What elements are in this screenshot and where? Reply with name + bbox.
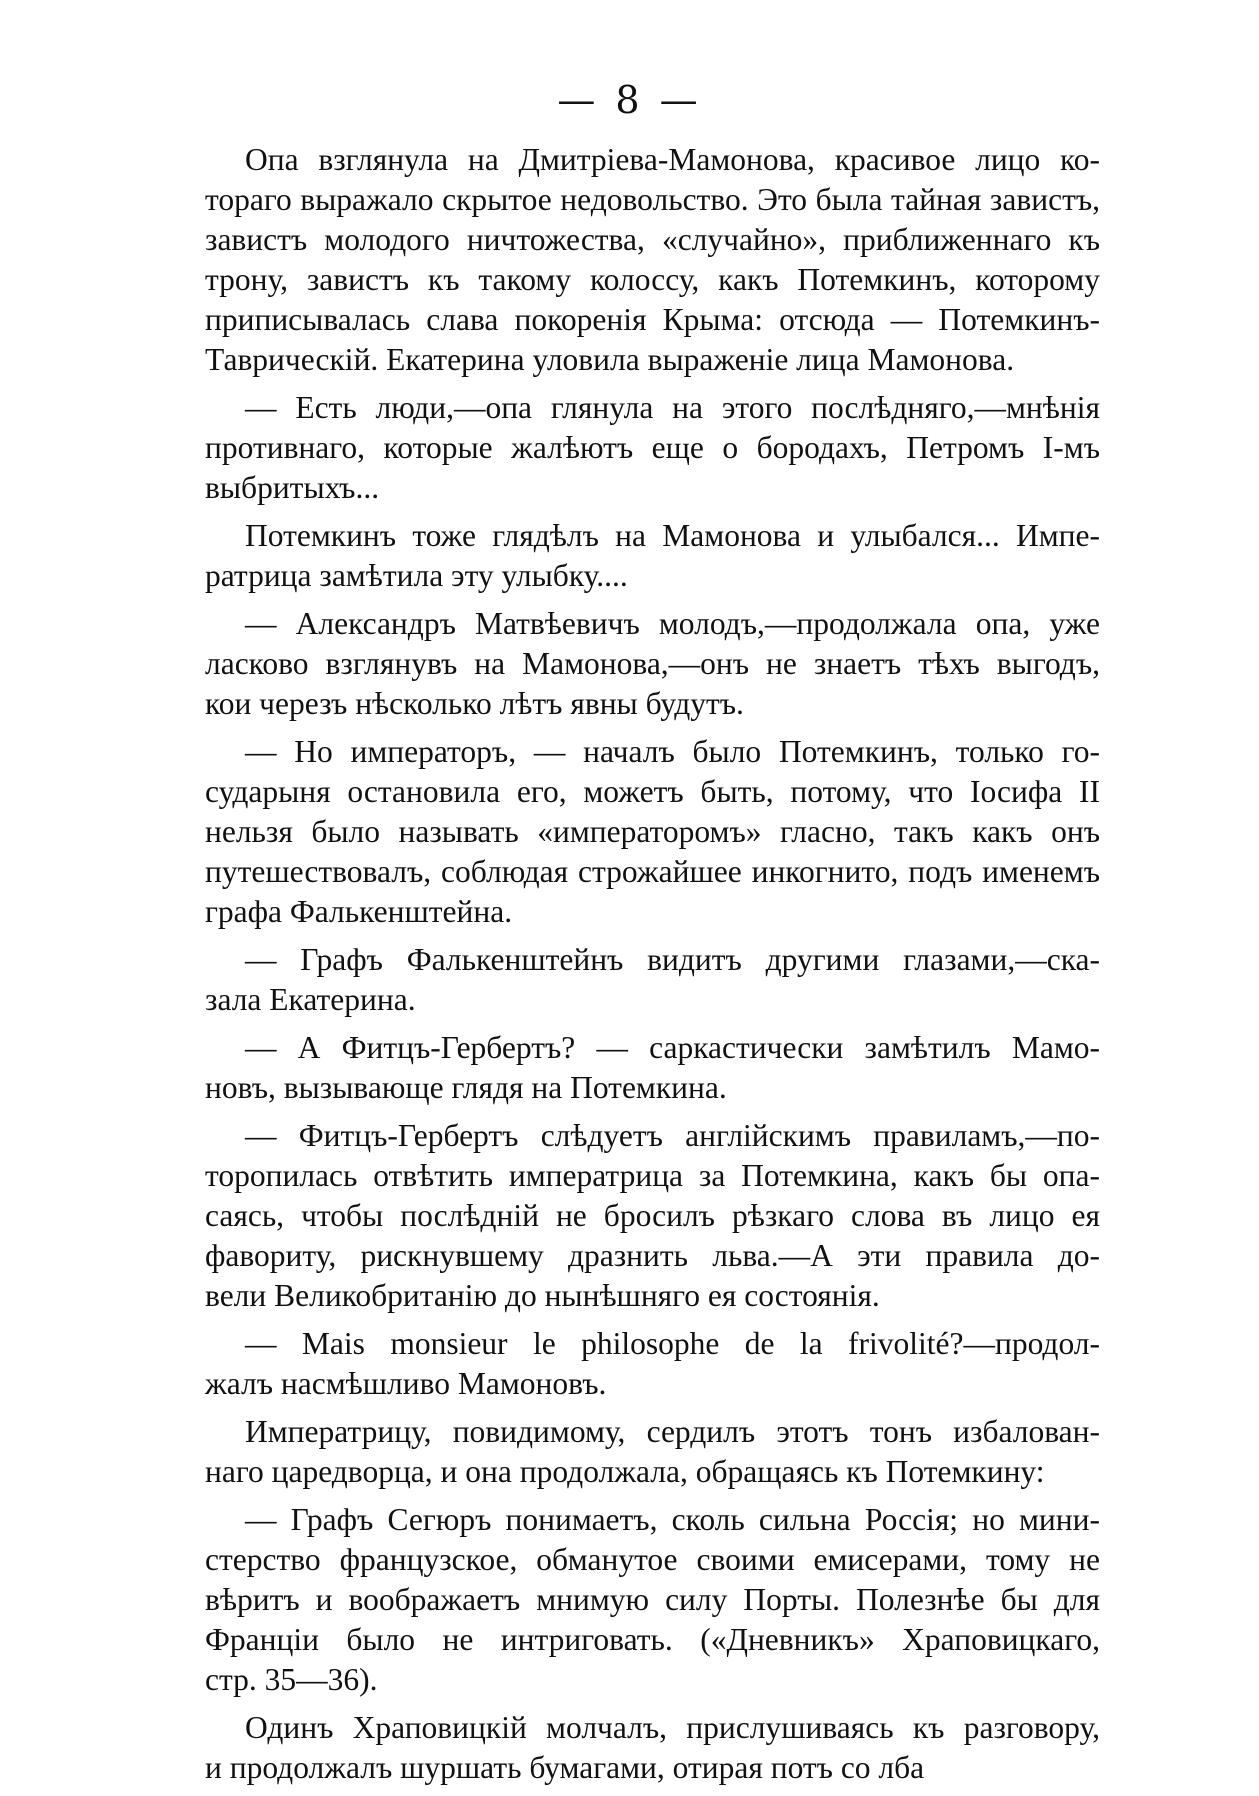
text-line: путешествовалъ, соблюдая строжайшее инкогнито, подъ именемъ xyxy=(205,854,1100,889)
text-line: противнаго, которые жалѣютъ еще о бородахъ, Петромъ І-мъ xyxy=(205,430,1100,465)
text-line: Одинъ Храповицкій молчалъ, прислушиваясь къ разговору, xyxy=(245,1710,1100,1745)
text-line: — Александръ Матвѣевичъ молодъ,—продолжала опа, уже xyxy=(245,606,1100,641)
text-line: графа Фалькенштейна. xyxy=(205,894,513,929)
text-line: зала Екатерина. xyxy=(205,982,416,1017)
text-line: ратрица замѣтила эту улыбку.... xyxy=(205,558,628,593)
text-line: фавориту, рискнувшему дразнить льва.—А эти правила до- xyxy=(205,1238,1100,1273)
text-line: Франціи было не интриговать. («Дневникъ» Храповицкаго, xyxy=(205,1622,1100,1657)
paragraph xyxy=(205,1116,1100,1316)
text-line: сударыня остановила его, можетъ быть, потому, что Іосифа II xyxy=(205,774,1100,809)
text-line: саясь, чтобы послѣдній не бросилъ рѣзкаго слова въ лицо ея xyxy=(205,1198,1100,1233)
text-line: приписывалась слава покоренія Крыма: отсюда — Потемкинъ- xyxy=(205,302,1100,337)
text-line: стр. 35—36). xyxy=(205,1662,378,1697)
text-line: — А Фитцъ-Гербертъ? — саркастически замѣтилъ Мамо- xyxy=(245,1030,1100,1065)
body-text xyxy=(205,140,1100,1796)
text-line: — Но императоръ, — началъ было Потемкинъ, только го- xyxy=(245,734,1100,769)
paragraph xyxy=(205,940,1100,1020)
paragraph xyxy=(205,388,1100,508)
text-line: наго царедворца, и она продолжала, обращаясь къ Потемкину: xyxy=(205,1454,1045,1489)
text-line: торопилась отвѣтить императрица за Потемкина, какъ бы опа- xyxy=(205,1158,1100,1193)
text-line: кои черезъ нѣсколько лѣтъ явны будутъ. xyxy=(205,686,744,721)
page-number: — 8 — xyxy=(557,78,702,122)
paragraph xyxy=(205,1412,1100,1492)
paragraph xyxy=(205,1324,1100,1404)
text-line: Таврическій. Екатерина уловила выраженіе лица Мамонова. xyxy=(205,342,1015,377)
text-line: трону, завистъ къ такому колоссу, какъ Потемкинъ, которому xyxy=(205,262,1100,297)
text-line: Императрицу, повидимому, сердилъ этотъ тонъ избалован- xyxy=(245,1414,1100,1449)
text-line: завистъ молодого ничтожества, «случайно», приближеннаго къ xyxy=(205,222,1100,257)
paragraph xyxy=(205,1500,1100,1700)
text-line: вѣритъ и воображаетъ мнимую силу Порты. Полезнѣе бы для xyxy=(205,1582,1100,1617)
text-line: ласково взглянувъ на Мамонова,—онъ не знаетъ тѣхъ выгодъ, xyxy=(205,646,1100,681)
text-line: Потемкинъ тоже глядѣлъ на Мамонова и улыбался... Импе- xyxy=(245,518,1100,553)
text-line: выбритыхъ... xyxy=(205,470,380,505)
text-line: жалъ насмѣшливо Мамоновъ. xyxy=(205,1366,607,1401)
text-line: нельзя было называть «императоромъ» гласно, такъ какъ онъ xyxy=(205,814,1100,849)
text-line: и продолжалъ шуршать бумагами, отирая потъ со лба xyxy=(205,1750,925,1785)
paragraph xyxy=(205,1028,1100,1108)
text-line: тораго выражало скрытое недовольство. Это была тайная завистъ, xyxy=(205,182,1100,217)
paragraph xyxy=(205,604,1100,724)
paragraph xyxy=(205,140,1100,380)
text-line: стерство французское, обманутое своими емисерами, тому не xyxy=(205,1542,1100,1577)
paragraph xyxy=(205,1708,1100,1788)
text-line: новъ, вызывающе глядя на Потемкина. xyxy=(205,1070,727,1105)
text-line: Опа взглянула на Дмитріева-Мамонова, красивое лицо ко- xyxy=(245,142,1100,177)
text-line: — Есть люди,—опа глянула на этого послѣдняго,—мнѣнія xyxy=(245,390,1100,425)
paragraph xyxy=(205,732,1100,932)
text-line: — Графъ Сегюръ понимаетъ, сколь сильна Россія; но мини- xyxy=(245,1502,1100,1537)
text-line: — Графъ Фалькенштейнъ видитъ другими глазами,—ска- xyxy=(245,942,1100,977)
text-line: — Mais monsieur le philosophe de la frivolité?—продол- xyxy=(245,1326,1100,1361)
paragraph xyxy=(205,516,1100,596)
text-line: вели Великобританію до нынѣшняго ея состоянія. xyxy=(205,1278,880,1313)
text-line: — Фитцъ-Гербертъ слѣдуетъ англійскимъ правиламъ,—по- xyxy=(245,1118,1100,1153)
